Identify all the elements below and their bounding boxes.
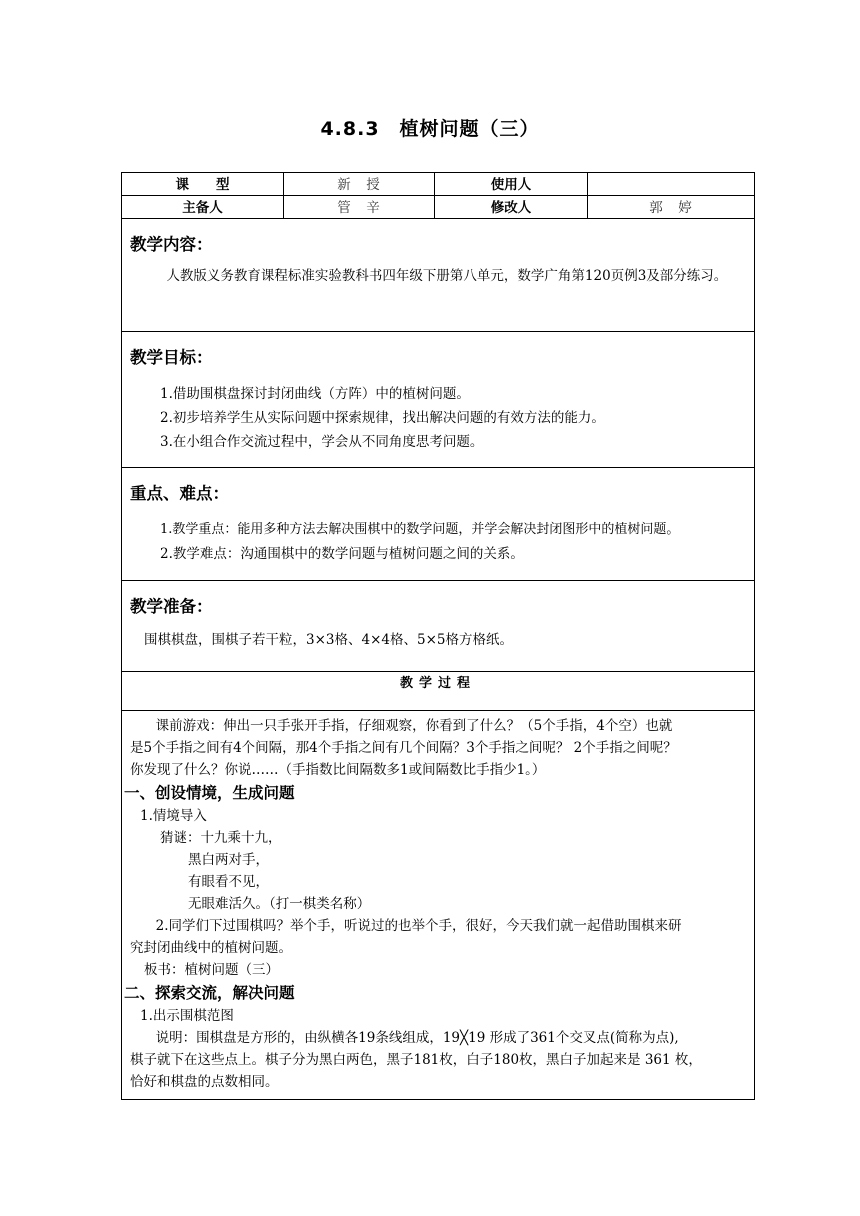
- key-point-item: 1.教学重点：能用多种方法去解决围棋中的数学问题，并学会解决封闭图形中的植树问题。: [160, 522, 680, 537]
- warmup-line: 是5个手指之间有4个间隔，那4个手指之间有几个间隔？3个手指之间呢？ 2个手指之间呢？: [130, 740, 677, 756]
- part2-heading: 二、探索交流，解决问题: [124, 984, 295, 1002]
- preparation-text: 围棋棋盘，围棋子若干粒，3×3格、4×4格、5×5格方格纸。: [144, 632, 513, 648]
- info-row-2: [122, 196, 755, 219]
- content-heading: 教学内容：: [130, 235, 213, 254]
- preparation-section: [122, 581, 755, 672]
- part1-sub1: 1.情境导入: [140, 808, 207, 824]
- key-points-list: [160, 518, 754, 566]
- part2-sub1: 1.出示围棋范图: [140, 1008, 234, 1024]
- explain-line: 棋子就下在这些点上。棋子分为黑白两色，黑子181枚，白子180枚，黑白子加起来是 361 枚，: [130, 1052, 702, 1068]
- process-header-row: [122, 672, 755, 711]
- key-points-section: [122, 468, 755, 581]
- page-title: 4.8.3 植树问题（三）: [320, 118, 540, 140]
- user-value: [588, 173, 755, 196]
- process-section: [122, 711, 755, 1100]
- riddle-line: 有眼看不见，: [188, 874, 269, 890]
- goal-item: 1.借助围棋盘探讨封闭曲线（方阵）中的植树问题。: [160, 386, 470, 402]
- user-label: 使用人: [435, 173, 588, 196]
- modifier-label: 修改人: [435, 196, 588, 219]
- riddle-line: 黑白两对手，: [188, 852, 269, 868]
- part1-heading: 一、创设情境，生成问题: [124, 784, 295, 802]
- goals-section: [122, 332, 755, 468]
- riddle-line: 无眼难活久。（打一棋类名称）: [188, 896, 371, 912]
- lesson-plan-table: [121, 172, 755, 1100]
- goal-item: 3.在小组合作交流过程中，学会从不同角度思考问题。: [160, 434, 484, 450]
- preparation-heading: 教学准备：: [130, 597, 213, 616]
- board-note: 板书：植树问题（三）: [144, 962, 279, 978]
- type-label: 课 型: [122, 173, 284, 196]
- key-point-item: 2.教学难点：沟通围棋中的数学问题与植树问题之间的关系。: [160, 546, 524, 562]
- process-heading: 教学过程: [399, 676, 476, 691]
- content-section: [122, 219, 755, 332]
- info-row-1: [122, 173, 755, 196]
- part1-sub2-line: 究封闭曲线中的植树问题。: [130, 940, 292, 956]
- part1-sub2-line: 2.同学们下过围棋吗？举个手，听说过的也举个手，很好，今天我们就一起借助围棋来研: [155, 918, 682, 934]
- goals-heading: 教学目标：: [130, 348, 213, 367]
- explain-line: 说明：围棋盘是方形的，由纵横各19条线组成，19╳19 形成了361个交叉点(简称为点),: [155, 1030, 679, 1046]
- warmup-line: 你发现了什么？你说……（手指数比间隔数多1或间隔数比手指少1。）: [130, 762, 546, 778]
- explain-line: 恰好和棋盘的点数相同。: [130, 1074, 279, 1090]
- preparer-label: 主备人: [122, 196, 284, 219]
- warmup-line: 课前游戏：伸出一只手张开手指，仔细观察，你看到了什么？（5个手指，4个空）也就: [155, 718, 673, 734]
- type-value: 新 授: [284, 173, 435, 196]
- riddle-line: 猜谜：十九乘十九，: [160, 830, 282, 846]
- key-points-heading: 重点、难点：: [130, 484, 229, 503]
- goals-list: [160, 382, 754, 454]
- modifier-value: 郭 婷: [588, 196, 755, 219]
- content-text: 人教版义务教育课程标准实验教科书四年级下册第八单元，数学广角第120页例3及部分练习。: [166, 268, 728, 284]
- preparer-value: 管 辛: [284, 196, 435, 219]
- goal-item: 2.初步培养学生从实际问题中探索规律，找出解决问题的有效方法的能力。: [160, 410, 605, 426]
